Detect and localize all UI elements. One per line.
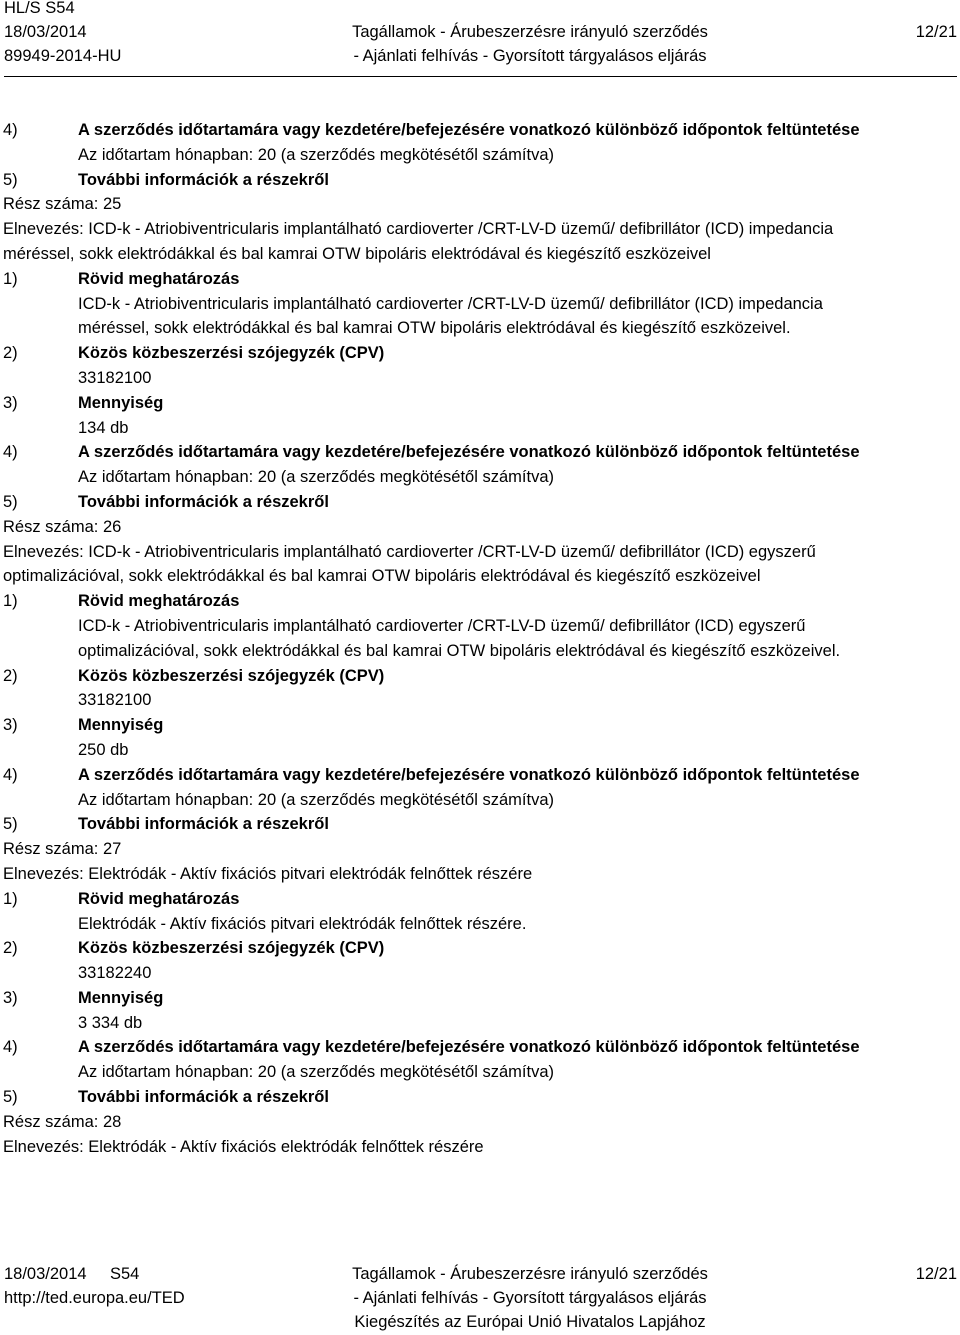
header-divider — [4, 76, 957, 77]
lot-25 — [3, 192, 953, 514]
header-title-line2: - Ajánlati felhívás - Gyorsított tárgyalásos eljárás — [353, 47, 707, 65]
page-header — [0, 0, 960, 76]
cpv-code: 33182100 — [78, 691, 152, 710]
short-description-line1: ICD-k - Atriobiventricularis implantálható cardioverter /CRT-LV-D üzemű/ defibrillátor (ICD) impedancia — [78, 294, 823, 313]
lot-name-line2: méréssel, sokk elektródákkal és bal kamrai OTW bipoláris elektródával és kiegészítő eszközeivel — [3, 244, 711, 263]
footer-series: S54 — [110, 1265, 140, 1283]
short-description-line2: optimalizációval, sokk elektródákkal és bal kamrai OTW bipoláris elektródával és kiegészítő eszközeivel. — [78, 641, 841, 660]
duration-value: Az időtartam hónapban: 20 (a szerződés megkötésétől számítva) — [78, 468, 554, 487]
lot-number: Rész száma: 26 — [3, 517, 122, 536]
header-date: 18/03/2014 — [4, 23, 87, 41]
cpv-code: 33182240 — [78, 964, 152, 983]
lot-name-line1: Elnevezés: Elektródák - Aktív fixációs elektródák felnőttek részére — [3, 1137, 484, 1156]
header-page: 12/21 — [915, 23, 957, 41]
quantity-value: 3 334 db — [78, 1013, 143, 1032]
footer-title-line1: Tagállamok - Árubeszerzésre irányuló szerződés — [352, 1265, 708, 1283]
lot-number: Rész száma: 25 — [3, 195, 122, 214]
section-1-heading: 1) Rövid meghatározás — [3, 269, 240, 288]
section-2-heading: 2) Közös közbeszerzési szójegyzék (CPV) — [3, 666, 385, 685]
footer-title-line3: Kiegészítés az Európai Unió Hivatalos Lapjához — [354, 1313, 706, 1331]
duration-value: Az időtartam hónapban: 20 (a szerződés megkötésétől számítva) — [78, 145, 554, 164]
duration-value: Az időtartam hónapban: 20 (a szerződés megkötésétől számítva) — [78, 790, 554, 809]
header-series: HL/S S54 — [4, 0, 75, 17]
section-2-heading: 2) Közös közbeszerzési szójegyzék (CPV) — [3, 939, 385, 958]
section-5-heading: 5) További információk a részekről — [3, 815, 329, 834]
section-4-heading: 4) A szerződés időtartamára vagy kezdetére/befejezésére vonatkozó különböző időpontok feltüntetése — [3, 443, 860, 462]
footer-date: 18/03/2014 — [4, 1265, 87, 1283]
section-3-heading: 3) Mennyiség — [3, 988, 164, 1007]
footer-url: http://ted.europa.eu/TED — [4, 1289, 185, 1307]
footer-title-line2: - Ajánlati felhívás - Gyorsított tárgyalásos eljárás — [353, 1289, 707, 1307]
section-3-heading: 3) Mennyiség — [3, 716, 164, 735]
section-4-heading: 4) A szerződés időtartamára vagy kezdetére/befejezésére vonatkozó különböző időpontok feltüntetése — [3, 1038, 860, 1057]
section-2-heading: 2) Közös közbeszerzési szójegyzék (CPV) — [3, 344, 385, 363]
section-1-heading: 1) Rövid meghatározás — [3, 889, 240, 908]
lot-name-line2: optimalizációval, sokk elektródákkal és bal kamrai OTW bipoláris elektródával és kiegészítő eszközeivel — [3, 567, 761, 586]
page-body — [3, 118, 953, 1159]
duration-value: Az időtartam hónapban: 20 (a szerződés megkötésétől számítva) — [78, 1063, 554, 1082]
lot-number: Rész száma: 28 — [3, 1112, 122, 1131]
lot-name-line1: Elnevezés: ICD-k - Atriobiventricularis implantálható cardioverter /CRT-LV-D üzemű/ defibrillátor (ICD) impedancia — [3, 220, 834, 239]
footer-page: 12/21 — [915, 1265, 957, 1283]
section-4-heading: 4) A szerződés időtartamára vagy kezdetére/befejezésére vonatkozó különböző időpontok feltüntetése — [3, 121, 860, 139]
quantity-value: 250 db — [78, 740, 129, 759]
quantity-value: 134 db — [78, 418, 129, 437]
section-5-heading: 5) További információk a részekről — [3, 1088, 329, 1107]
lot-name-line1: Elnevezés: Elektródák - Aktív fixációs pitvari elektródák felnőttek részére — [3, 864, 533, 883]
cpv-code: 33182100 — [78, 368, 152, 387]
header-doc-id: 89949-2014-HU — [4, 47, 122, 65]
section-3-heading: 3) Mennyiség — [3, 393, 164, 412]
lot-28 — [3, 1110, 953, 1160]
page-footer — [0, 1262, 960, 1334]
short-description-line1: ICD-k - Atriobiventricularis implantálható cardioverter /CRT-LV-D üzemű/ defibrillátor (ICD) egyszerű — [78, 616, 806, 635]
section-5-heading: 5) További információk a részekről — [3, 492, 329, 511]
lot-number: Rész száma: 27 — [3, 840, 122, 859]
section-1-heading: 1) Rövid meghatározás — [3, 592, 240, 611]
short-description-line2: méréssel, sokk elektródákkal és bal kamrai OTW bipoláris elektródával és kiegészítő eszközeivel. — [78, 319, 791, 338]
short-description-line1: Elektródák - Aktív fixációs pitvari elektródák felnőttek részére. — [78, 914, 527, 933]
section-4-heading: 4) A szerződés időtartamára vagy kezdetére/befejezésére vonatkozó különböző időpontok feltüntetése — [3, 765, 860, 784]
lot-26 — [3, 515, 953, 837]
section-5-heading: 5) További információk a részekről — [3, 170, 329, 189]
header-title-line1: Tagállamok - Árubeszerzésre irányuló szerződés — [352, 23, 708, 41]
lot-27 — [3, 837, 953, 1110]
lot-name-line1: Elnevezés: ICD-k - Atriobiventricularis implantálható cardioverter /CRT-LV-D üzemű/ defibrillátor (ICD) egyszerű — [3, 542, 816, 561]
